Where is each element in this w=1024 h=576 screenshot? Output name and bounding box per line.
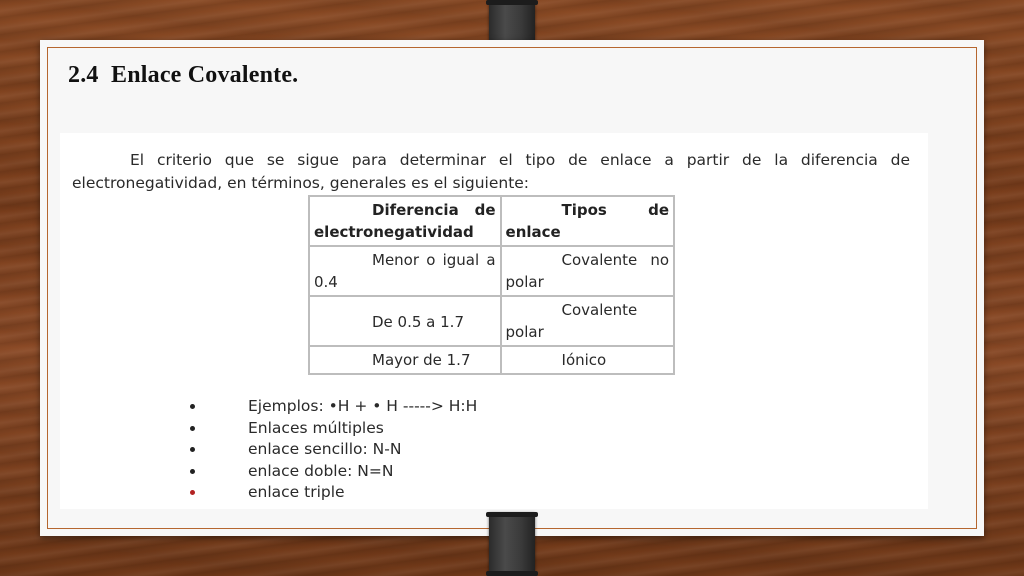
table-cell: Covalente polar — [501, 296, 674, 346]
slide-title: 2.4 Enlace Covalente. — [68, 62, 299, 88]
examples-list — [188, 396, 477, 504]
list-item-text: enlace doble: N=N — [248, 461, 394, 480]
table-cell: Menor o igual a 0.4 — [309, 246, 501, 296]
table-row — [309, 246, 674, 296]
table-cell: De 0.5 a 1.7 — [309, 296, 501, 346]
list-item — [188, 418, 477, 440]
list-item — [188, 461, 477, 483]
list-item-text: enlace sencillo: N-N — [248, 440, 402, 458]
table-header-cell: Tipos de enlace — [501, 196, 674, 246]
intro-paragraph: El criterio que se sigue para determinar el tipo de enlace a partir de la diferencia de electronegatividad, en términos, generales es el siguiente: — [72, 151, 910, 192]
bullet-icon — [190, 404, 195, 409]
bond-criteria-table — [308, 195, 675, 375]
table-header-row — [309, 196, 674, 246]
content-image — [60, 133, 928, 509]
list-item — [188, 396, 477, 418]
table-cell: Iónico — [501, 346, 674, 374]
table-cell: Covalente no polar — [501, 246, 674, 296]
table-row — [309, 296, 674, 346]
list-item-text: Ejemplos: •H + • H -----> H:H — [248, 397, 478, 415]
list-item-text: enlace triple — [248, 483, 345, 501]
table-header-cell: Diferencia de electronegatividad — [309, 196, 501, 246]
list-item — [188, 439, 477, 461]
bullet-icon — [190, 426, 195, 431]
bullet-icon — [190, 469, 195, 474]
list-item-text: Enlaces múltiples — [248, 418, 384, 437]
table-cell: Mayor de 1.7 — [309, 346, 501, 374]
bullet-icon — [190, 447, 195, 452]
table-row — [309, 346, 674, 374]
binder-clip-bottom — [489, 512, 535, 576]
bullet-icon — [190, 490, 195, 495]
list-item — [188, 482, 477, 504]
